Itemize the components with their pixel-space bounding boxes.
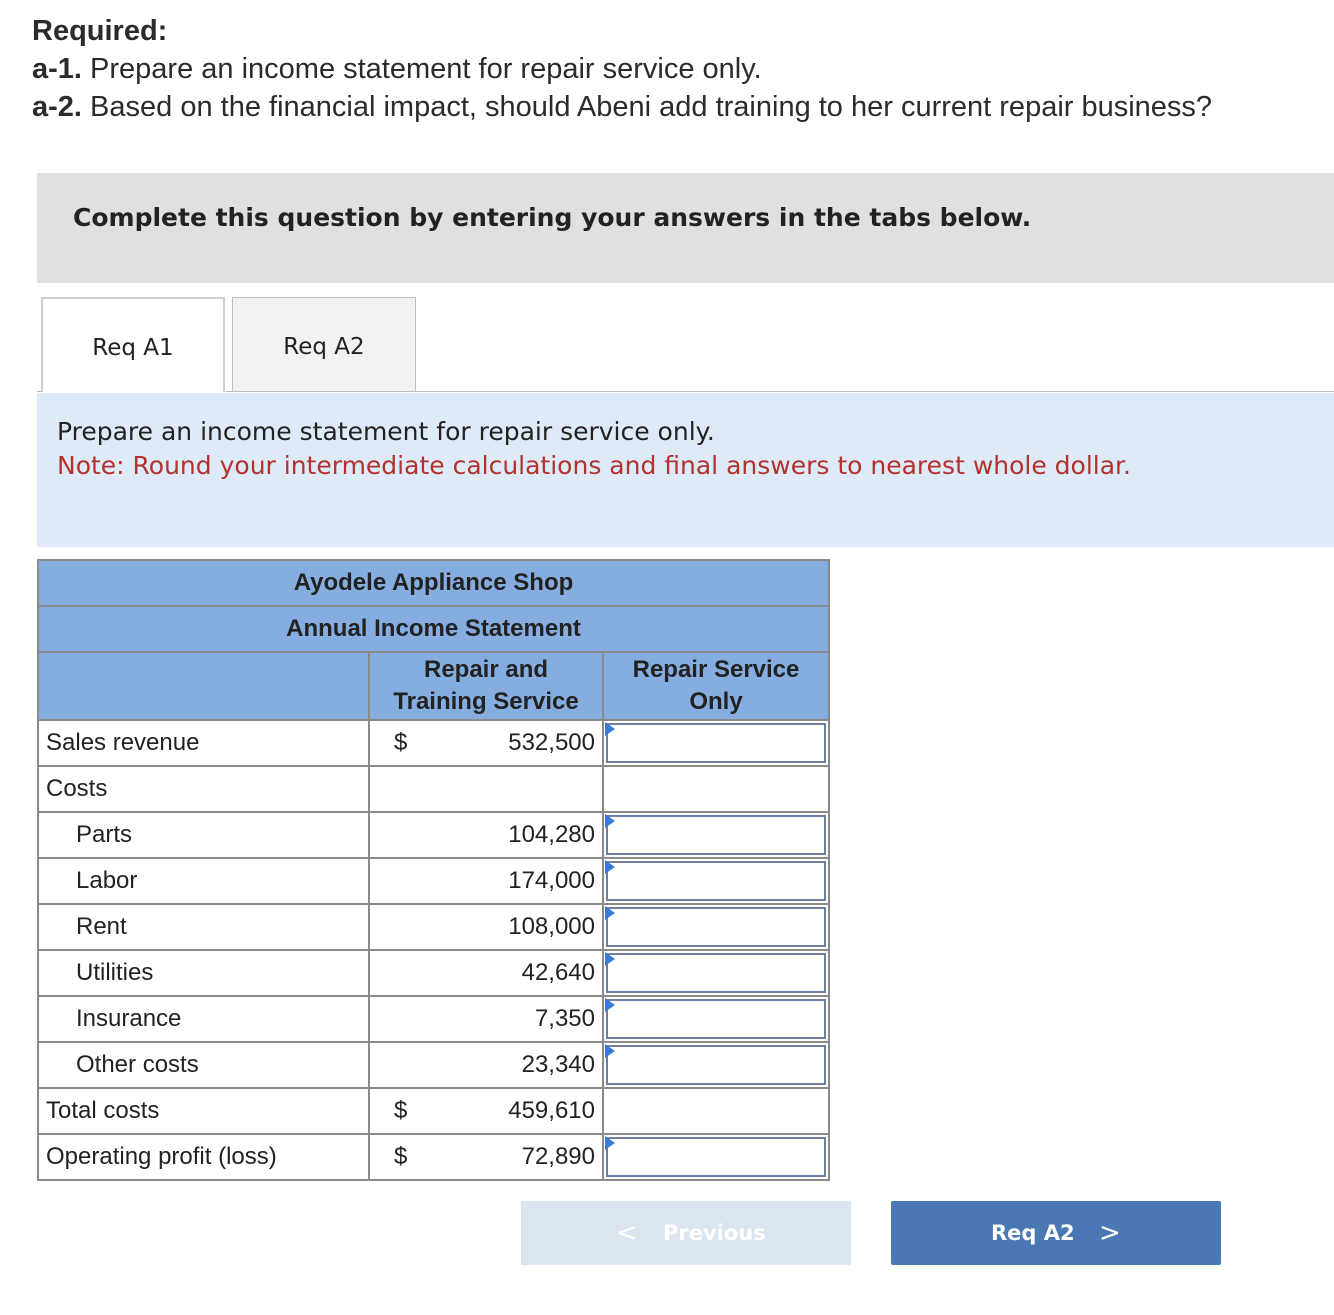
previous-button[interactable] <box>521 1201 851 1265</box>
header-repair-only: Repair Service Only <box>603 652 829 720</box>
sales-revenue-input[interactable] <box>606 723 826 763</box>
requirement-a2 <box>32 88 1212 126</box>
instruction-text: Prepare an income statement for repair service only. <box>57 417 715 446</box>
rent-value <box>369 904 603 950</box>
row-label-parts: Parts <box>38 812 369 858</box>
utilities-input[interactable] <box>606 953 826 993</box>
labor-input[interactable] <box>606 861 826 901</box>
a2-label: a-2. <box>32 91 82 123</box>
other-costs-amount: 23,340 <box>521 1051 595 1078</box>
input-flag-icon <box>605 722 615 736</box>
next-req-a2-button[interactable] <box>891 1201 1221 1265</box>
tab-divider <box>226 391 1334 392</box>
row-label-total-costs: Total costs <box>38 1088 369 1134</box>
row-label-other-costs: Other costs <box>38 1042 369 1088</box>
tab-instructions <box>37 393 1334 547</box>
operating-profit-amount: 72,890 <box>521 1143 595 1170</box>
other-costs-input-cell <box>603 1042 829 1088</box>
tab-req-a2[interactable]: Req A2 <box>232 297 416 392</box>
income-statement-table <box>37 559 830 1181</box>
input-flag-icon <box>605 860 615 874</box>
labor-input-cell <box>603 858 829 904</box>
header-repair-training: Repair and Training Service <box>369 652 603 720</box>
input-flag-icon <box>605 1044 615 1058</box>
row-label-costs: Costs <box>38 766 369 812</box>
parts-value <box>369 812 603 858</box>
labor-value <box>369 858 603 904</box>
insurance-input[interactable] <box>606 999 826 1039</box>
row-label-sales-revenue: Sales revenue <box>38 720 369 766</box>
rounding-note: Note: Round your intermediate calculations and final answers to nearest whole dollar. <box>57 451 1131 480</box>
insurance-amount: 7,350 <box>534 1005 595 1032</box>
row-label-operating-profit: Operating profit (loss) <box>38 1134 369 1180</box>
row-label-rent: Rent <box>38 904 369 950</box>
costs-blank <box>369 766 603 812</box>
total-costs-output <box>603 1088 829 1134</box>
sales-revenue-value <box>369 720 603 766</box>
row-label-insurance: Insurance <box>38 996 369 1042</box>
statement-title: Annual Income Statement <box>38 606 829 652</box>
tab-divider-left <box>37 391 42 392</box>
previous-label: Previous <box>663 1221 766 1245</box>
currency-symbol: $ <box>394 1097 408 1124</box>
parts-input-cell <box>603 812 829 858</box>
rent-input-cell <box>603 904 829 950</box>
insurance-input-cell <box>603 996 829 1042</box>
tab-req-a1[interactable]: Req A1 <box>41 297 225 392</box>
rent-input[interactable] <box>606 907 826 947</box>
input-flag-icon <box>605 1136 615 1150</box>
requirements <box>32 12 1212 126</box>
required-heading: Required: <box>32 15 168 47</box>
input-flag-icon <box>605 998 615 1012</box>
operating-profit-input-cell <box>603 1134 829 1180</box>
operating-profit-input[interactable] <box>606 1137 826 1177</box>
total-costs-value <box>369 1088 603 1134</box>
instruction-banner <box>37 173 1334 283</box>
utilities-input-cell <box>603 950 829 996</box>
other-costs-value <box>369 1042 603 1088</box>
input-flag-icon <box>605 814 615 828</box>
other-costs-input[interactable] <box>606 1045 826 1085</box>
operating-profit-value <box>369 1134 603 1180</box>
currency-symbol: $ <box>394 729 408 756</box>
utilities-amount: 42,640 <box>521 959 595 986</box>
total-costs-amount: 459,610 <box>508 1097 595 1124</box>
insurance-value <box>369 996 603 1042</box>
a1-label: a-1. <box>32 53 82 85</box>
row-label-labor: Labor <box>38 858 369 904</box>
row-label-utilities: Utilities <box>38 950 369 996</box>
utilities-value <box>369 950 603 996</box>
sales-revenue-amount: 532,500 <box>508 729 595 756</box>
sales-revenue-input-cell <box>603 720 829 766</box>
parts-input[interactable] <box>606 815 826 855</box>
a2-text: Based on the financial impact, should Abeni add training to her current repair business? <box>81 91 1213 123</box>
header-blank <box>38 652 369 720</box>
chevron-right-icon: > <box>1099 1218 1121 1248</box>
chevron-left-icon: < <box>616 1218 638 1248</box>
company-name: Ayodele Appliance Shop <box>38 560 829 606</box>
banner-text: Complete this question by entering your answers in the tabs below. <box>73 203 1032 232</box>
a1-text: Prepare an income statement for repair service only. <box>81 53 762 85</box>
input-flag-icon <box>605 906 615 920</box>
requirement-a1 <box>32 50 1212 88</box>
currency-symbol: $ <box>394 1143 408 1170</box>
costs-blank-input <box>603 766 829 812</box>
labor-amount: 174,000 <box>508 867 595 894</box>
next-label: Req A2 <box>991 1221 1075 1245</box>
parts-amount: 104,280 <box>508 821 595 848</box>
rent-amount: 108,000 <box>508 913 595 940</box>
input-flag-icon <box>605 952 615 966</box>
